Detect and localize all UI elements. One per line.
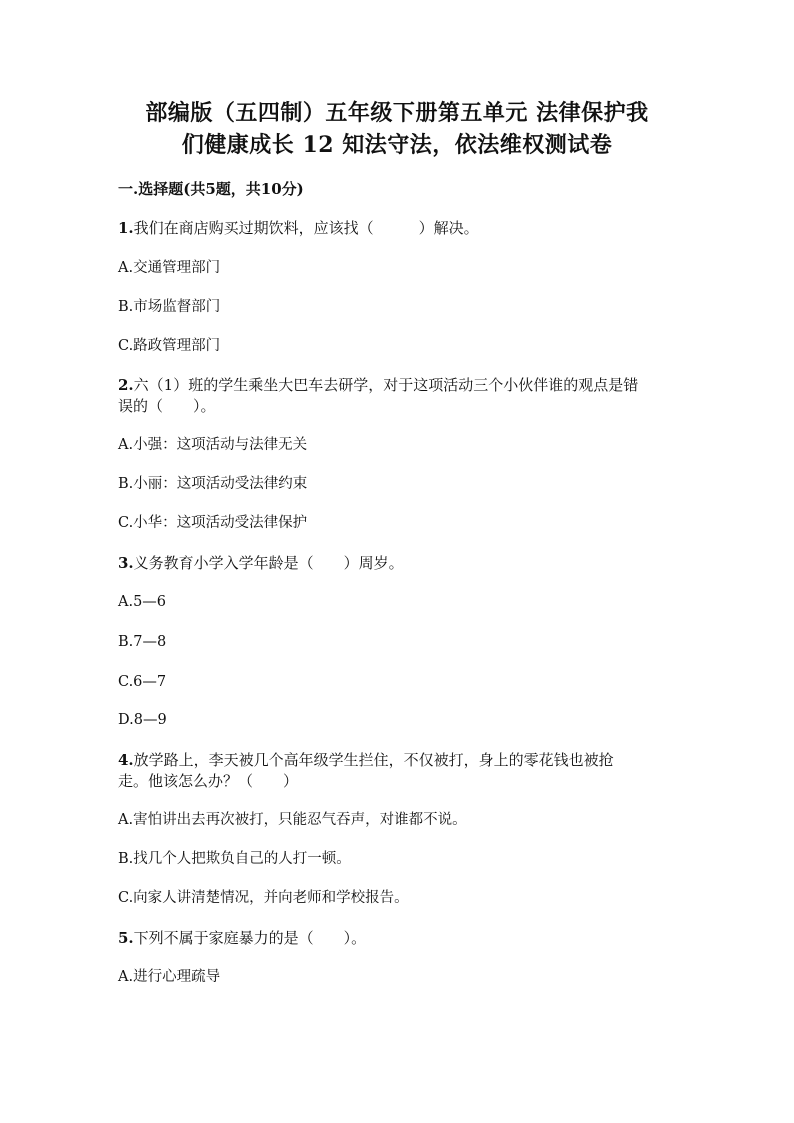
question-1-option-a: A.交通管理部门 (118, 260, 221, 276)
question-2-text-line-2: 误的（ ）。 (118, 397, 216, 415)
question-3-text: 义务教育小学入学年龄是（ ）周岁。 (133, 554, 404, 572)
section-heading: 一.选择题(共5题，共10分) (118, 180, 304, 198)
question-1-option-b: B.市场监督部门 (118, 299, 221, 315)
question-5-text: 下列不属于家庭暴力的是（ ）。 (133, 929, 367, 947)
page-title-line-1: 部编版（五四制）五年级下册第五单元 法律保护我 (145, 100, 649, 126)
question-5-option-a: A.进行心理疏导 (118, 969, 221, 985)
page-title-line-2: 们健康成长 12 知法守法，依法维权测试卷 (181, 132, 613, 158)
question-2-text-line-1: 六（1）班的学生乘坐大巴车去研学，对于这项活动三个小伙伴谁的观点是错 (133, 376, 639, 394)
question-1-option-c: C.路政管理部门 (118, 338, 221, 354)
question-4-text-line-2: 走。他该怎么办？（ ） (118, 772, 299, 790)
question-4-option-c: C.向家人讲清楚情况，并向老师和学校报告。 (118, 890, 409, 906)
question-5-stem (118, 928, 366, 948)
question-3-option-a: A.5—6 (118, 594, 167, 610)
question-1-stem (118, 218, 479, 238)
question-3-option-c: C.6—7 (118, 674, 167, 690)
question-1-text: 我们在商店购买过期饮料，应该找（ ）解决。 (133, 219, 479, 237)
question-1-number: 1. (118, 219, 134, 237)
question-2-number: 2. (118, 376, 134, 394)
question-4-option-b: B.找几个人把欺负自己的人打一顿。 (118, 851, 351, 867)
question-4-stem (118, 750, 614, 770)
question-4-option-a: A.害怕讲出去再次被打，只能忍气吞声，对谁都不说。 (118, 812, 467, 828)
question-2-option-b: B.小丽：这项活动受法律约束 (118, 476, 308, 492)
question-3-number: 3. (118, 554, 134, 572)
question-2-stem (118, 375, 638, 395)
question-3-option-b: B.7—8 (118, 634, 167, 650)
question-4-number: 4. (118, 751, 134, 769)
question-4-text-line-1: 放学路上，李天被几个高年级学生拦住，不仅被打，身上的零花钱也被抢 (133, 751, 614, 769)
question-2-option-c: C.小华：这项活动受法律保护 (118, 515, 308, 531)
question-5-number: 5. (118, 929, 134, 947)
question-3-stem (118, 553, 404, 573)
question-3-option-d: D.8—9 (118, 712, 167, 728)
question-2-option-a: A.小强：这项活动与法律无关 (118, 437, 308, 453)
